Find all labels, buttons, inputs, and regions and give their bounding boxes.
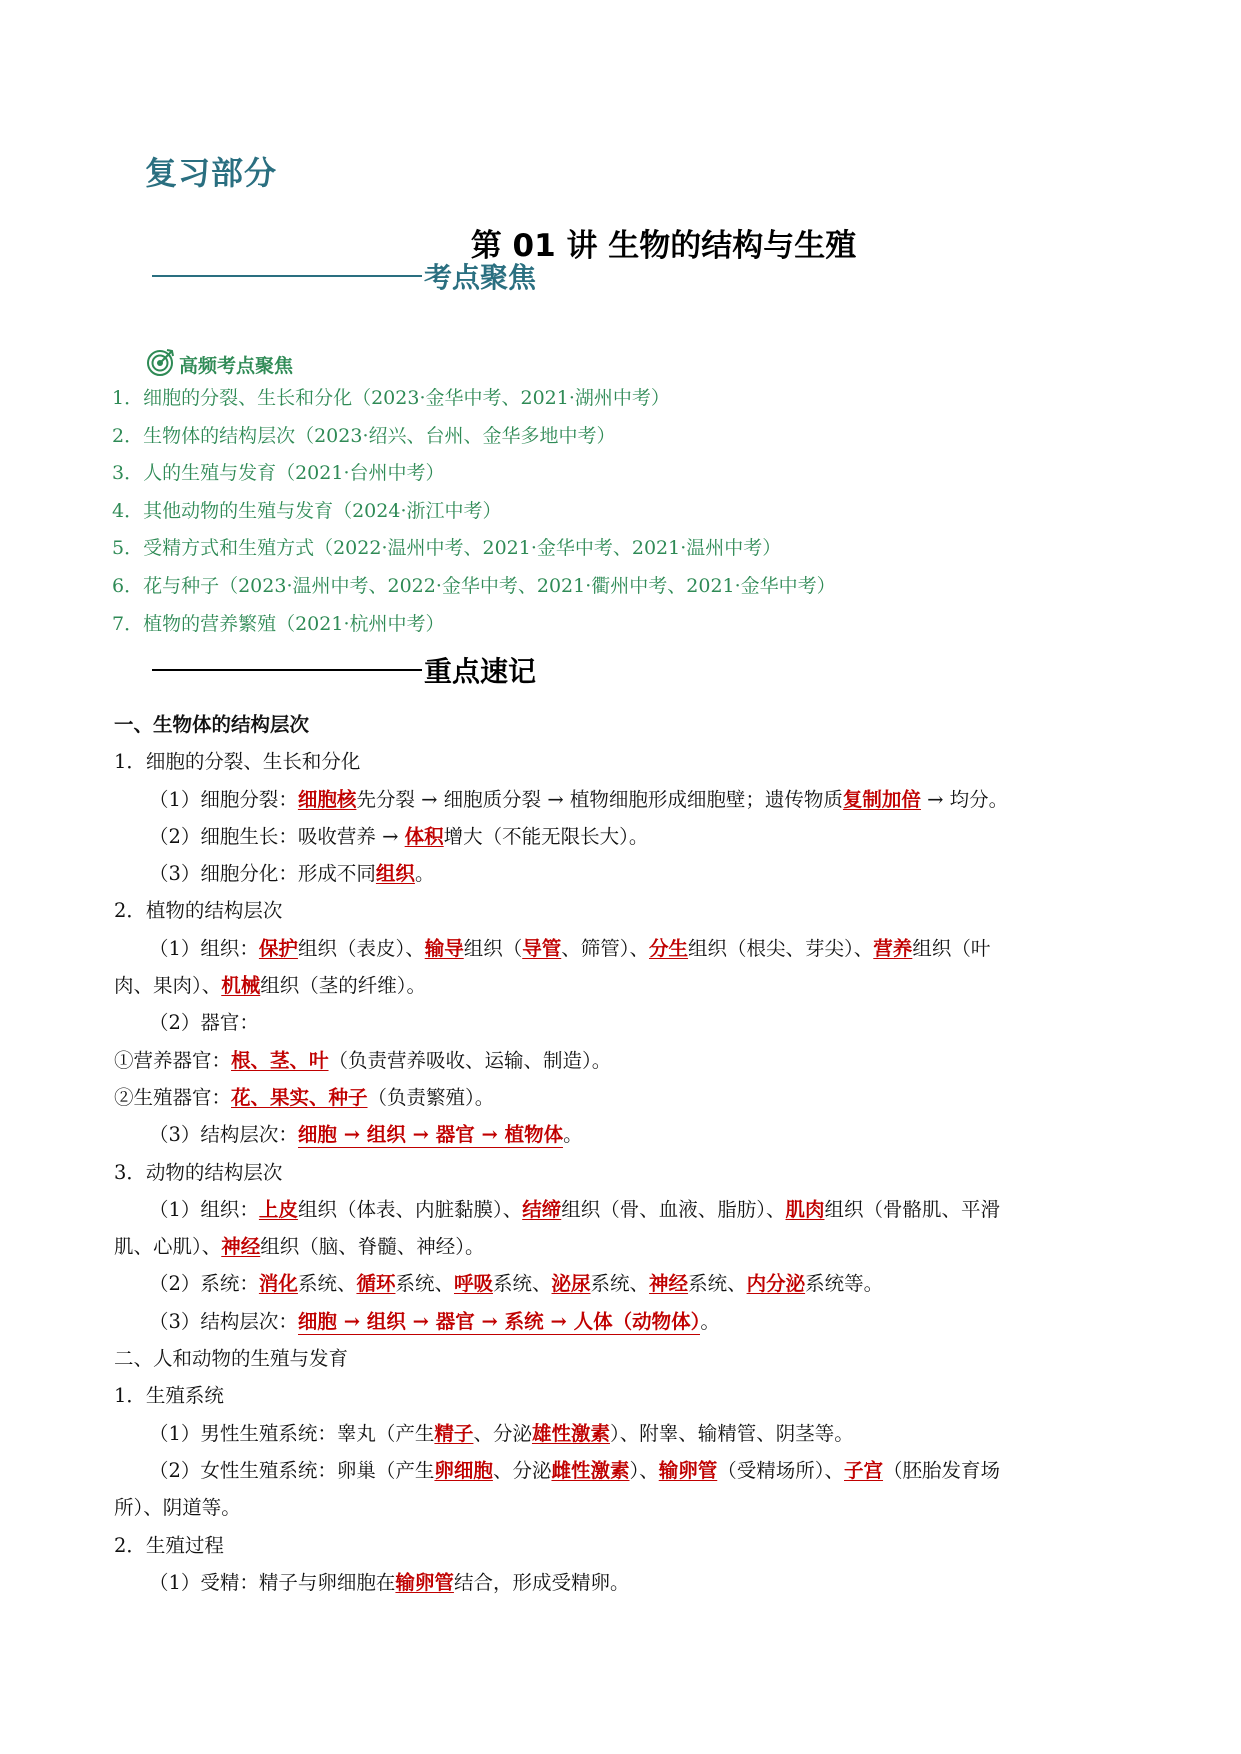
key-term: 细胞核: [297, 787, 357, 811]
key-term: 组织: [375, 862, 415, 886]
key-term: 肌肉: [785, 1197, 825, 1221]
note-text: （1）组织：: [149, 1197, 259, 1221]
key-term: 体积: [404, 824, 444, 848]
divider-line: [152, 275, 422, 277]
note-text: （3）细胞分化：形成不同: [149, 862, 376, 886]
note-line: [114, 1191, 1134, 1228]
note-text: 组织（叶: [912, 936, 991, 960]
list-item: 4．其他动物的生殖与发育（2024·浙江中考）: [112, 499, 502, 522]
note-text: → 均分。: [920, 787, 1009, 811]
note-text: 结合，形成受精卵。: [453, 1570, 630, 1594]
key-term: 细胞 → 组织 → 器官 → 系统 → 人体（动物体）: [297, 1309, 701, 1333]
list-item: 7．植物的营养繁殖（2021·杭州中考）: [112, 612, 445, 635]
note-line: [114, 1228, 1134, 1265]
note-text: 系统、: [590, 1272, 650, 1296]
key-term: 输卵管: [395, 1570, 454, 1594]
note-text: （3）结构层次：: [149, 1309, 298, 1333]
note-text: 系统、: [395, 1272, 454, 1296]
subheading: 1．细胞的分裂、生长和分化: [114, 750, 361, 774]
key-term: 卵细胞: [434, 1458, 493, 1482]
key-term: 机械: [221, 974, 261, 998]
key-term: 结缔: [522, 1197, 562, 1221]
note-text: 组织（骨骼肌、平滑: [824, 1197, 1001, 1221]
key-term: 消化: [258, 1272, 298, 1296]
note-line: [114, 967, 1134, 1004]
key-term: 循环: [356, 1272, 396, 1296]
note-text: ①营养器官：: [114, 1048, 232, 1072]
key-term: 根、茎、叶: [231, 1048, 329, 1072]
note-line: （2）器官：: [149, 1011, 259, 1035]
note-text: 、分泌: [492, 1458, 552, 1482]
section-title-notes: 重点速记: [424, 655, 537, 688]
note-text: 肌、心肌）、: [114, 1235, 222, 1259]
divider-line: [152, 669, 422, 671]
list-item: 1．细胞的分裂、生长和分化（2023·金华中考、2021·湖州中考）: [112, 387, 670, 409]
high-freq-header: [145, 346, 293, 382]
note-text: （1）组织：: [149, 936, 259, 960]
note-text: （1）受精：精子与卵细胞在: [149, 1570, 396, 1594]
key-term: 花、果实、种子: [231, 1085, 368, 1109]
note-line: [114, 1042, 1134, 1079]
note-text: ）、: [629, 1458, 659, 1482]
note-line: [114, 781, 1134, 818]
note-text: （2）女性生殖系统：卵巢（产生: [149, 1458, 435, 1482]
note-line: [114, 1079, 1134, 1116]
note-line: [114, 1116, 1134, 1153]
note-text: ）、附睾、输精管、阴茎等。: [609, 1421, 854, 1445]
key-term: 内分泌: [746, 1272, 806, 1296]
target-icon: [145, 346, 177, 382]
note-line: [114, 855, 1134, 892]
note-line: [114, 1564, 1134, 1601]
note-text: （3）结构层次：: [149, 1123, 298, 1147]
note-line: 所）、阴道等。: [114, 1496, 241, 1520]
high-freq-list: [112, 380, 836, 643]
note-text: 、分泌: [473, 1421, 532, 1445]
note-text: ②生殖器官：: [114, 1085, 232, 1109]
note-text: 组织（体表、内脏黏膜）、: [297, 1197, 523, 1221]
note-line: [114, 818, 1134, 855]
page-title: 第 01 讲 生物的结构与生殖: [470, 228, 857, 264]
key-term: 神经: [221, 1235, 261, 1259]
note-text: （1）细胞分裂：: [149, 787, 298, 811]
section-kicker: 复习部分: [145, 154, 278, 192]
key-term: 呼吸: [453, 1272, 493, 1296]
note-line: [114, 1265, 1134, 1302]
key-term: 输导: [424, 936, 464, 960]
note-text: 组织（骨、血液、脂肪）、: [561, 1197, 786, 1221]
key-term: 分生: [649, 936, 689, 960]
note-line: [114, 1452, 1134, 1489]
note-text: 增大（不能无限长大）。: [443, 824, 649, 848]
list-item: 3．人的生殖与发育（2021·台州中考）: [112, 462, 445, 485]
list-item: 6．花与种子（2023·温州中考、2022·金华中考、2021·衢州中考、2021·金华中考）: [112, 574, 836, 597]
note-text: 系统、: [688, 1272, 747, 1296]
notes-body: [114, 706, 1134, 1601]
list-item: 5．受精方式和生殖方式（2022·温州中考、2021·金华中考、2021·温州中考）: [112, 537, 782, 560]
note-text: 系统等。: [805, 1272, 884, 1296]
high-freq-label: 高频考点聚焦: [179, 354, 294, 377]
note-text: 组织（脑、脊髓、神经）。: [260, 1235, 485, 1259]
key-term: 细胞 → 组织 → 器官 → 植物体: [297, 1123, 564, 1147]
note-text: 、筛管）、: [561, 936, 650, 960]
note-text: （2）细胞生长：吸收营养 →: [149, 824, 405, 848]
key-term: 雄性激素: [531, 1421, 610, 1445]
note-text: 先分裂 → 细胞质分裂 → 植物细胞形成细胞壁；遗传物质: [356, 787, 843, 811]
note-text: （负责营养吸收、运输、制造）。: [328, 1048, 612, 1072]
note-text: （负责繁殖）。: [367, 1085, 495, 1109]
key-term: 雌性激素: [551, 1458, 630, 1482]
note-line: [114, 1303, 1134, 1340]
note-text: 组织（表皮）、: [297, 936, 425, 960]
note-text: 组织（茎的纤维）。: [260, 974, 427, 998]
key-term: 输卵管: [658, 1458, 718, 1482]
note-text: 肉、果肉）、: [114, 974, 222, 998]
note-line: [114, 930, 1134, 967]
note-text: （2）系统：: [149, 1272, 259, 1296]
note-text: 组织（: [463, 936, 523, 960]
key-term: 子宫: [844, 1458, 884, 1482]
key-term: 导管: [522, 936, 562, 960]
note-text: （受精场所）、: [717, 1458, 845, 1482]
subheading: 1．生殖系统: [114, 1384, 224, 1408]
heading-reproduction: 二、人和动物的生殖与发育: [114, 1347, 349, 1371]
note-text: 组织（根尖、芽尖）、: [688, 936, 874, 960]
note-text: （1）男性生殖系统：睾丸（产生: [149, 1421, 435, 1445]
note-line: [114, 1415, 1134, 1452]
note-text: （胚胎发育场: [883, 1458, 1001, 1482]
note-text: 。: [700, 1309, 720, 1333]
heading-structure: 一、生物体的结构层次: [114, 713, 310, 736]
key-term: 精子: [434, 1421, 474, 1445]
subheading: 3．动物的结构层次: [114, 1160, 283, 1184]
subheading: 2．植物的结构层次: [114, 899, 283, 923]
section-divider-notes: [152, 650, 536, 690]
key-term: 神经: [649, 1272, 689, 1296]
note-text: 系统、: [297, 1272, 357, 1296]
subheading: 2．生殖过程: [114, 1533, 224, 1557]
note-text: 系统、: [493, 1272, 552, 1296]
note-text: 。: [414, 862, 435, 886]
note-text: 。: [563, 1123, 583, 1147]
key-term: 保护: [258, 936, 298, 960]
key-term: 泌尿: [551, 1272, 591, 1296]
key-term: 上皮: [258, 1197, 298, 1221]
key-term: 营养: [873, 936, 913, 960]
key-term: 复制加倍: [842, 787, 921, 811]
section-title-focus: 考点聚焦: [424, 261, 537, 294]
list-item: 2．生物体的结构层次（2023·绍兴、台州、金华多地中考）: [112, 424, 616, 447]
section-divider-focus: [152, 256, 536, 296]
